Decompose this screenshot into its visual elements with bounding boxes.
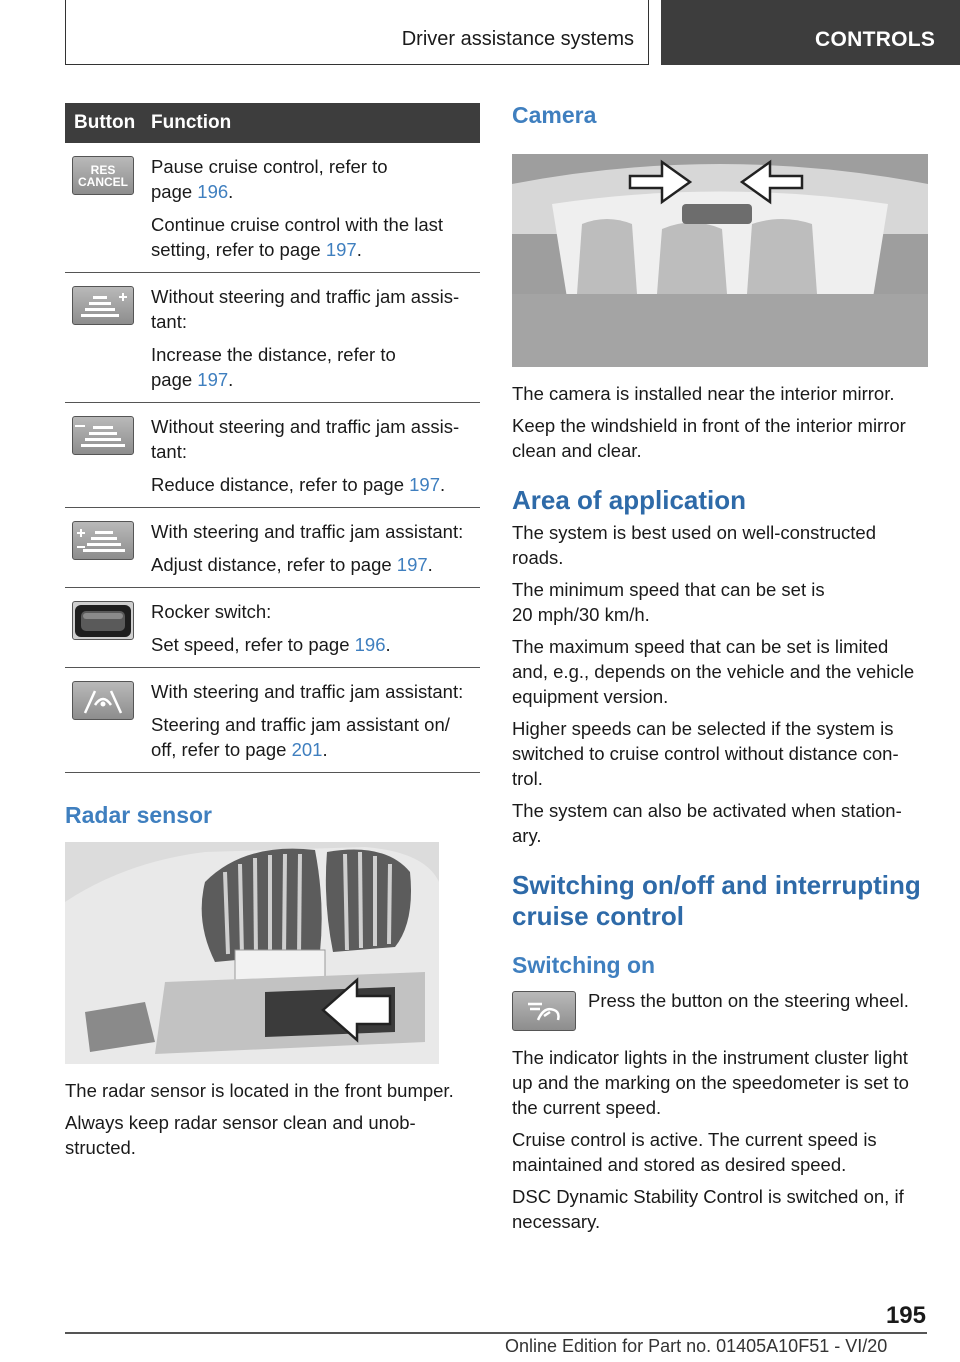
function-text: Without steering and traffic jam assis- tant:: [151, 416, 460, 462]
function-text: Set speed, refer to page 196.: [151, 634, 391, 655]
distance-adjust-icon: [72, 521, 134, 560]
table-row: [65, 508, 480, 588]
table-icon-cell: [65, 154, 151, 262]
left-column: [65, 103, 480, 1167]
camera-paragraph-1: The camera is installed near the interior mirror.: [512, 383, 895, 404]
area-paragraph-1: The system is best used on well-constructed roads.: [512, 522, 876, 568]
function-text: Steering and traffic jam assistant on/ off, refer to page 201.: [151, 714, 450, 760]
area-paragraph-3: The maximum speed that can be set is limited and, e.g., depends on the vehicle and the vehicle equipment version.: [512, 636, 915, 707]
table-icon-cell: [65, 284, 151, 392]
table-icon-cell: [65, 599, 151, 657]
section-title: Driver assistance systems: [401, 28, 634, 50]
table-row: [65, 273, 480, 403]
cruise-control-button-icon: [512, 991, 576, 1031]
press-button-text: Press the button on the steering wheel.: [588, 990, 909, 1011]
switching-heading: Switching on/off and interrupting cruise control: [512, 870, 921, 931]
camera-paragraph-2: Keep the windshield in front of the interior mirror clean and clear.: [512, 415, 906, 461]
press-button-row: [512, 988, 930, 1031]
switching-paragraph-2: Cruise control is active. The current speed is maintained and stored as desired speed.: [512, 1129, 877, 1175]
page-reference-link[interactable]: 201: [291, 739, 323, 760]
page-reference-link[interactable]: 197: [325, 239, 357, 260]
table-function-cell: [151, 414, 480, 497]
chapter-tab[interactable]: [661, 0, 960, 65]
switching-on-subheading: Switching on: [512, 952, 656, 978]
table-function-cell: [151, 519, 480, 577]
switching-paragraph-3: DSC Dynamic Stability Control is switched on, if necessary.: [512, 1186, 904, 1232]
camera-heading: Camera: [512, 102, 597, 128]
table-icon-cell: [65, 679, 151, 762]
button-icon-label: RES CANCEL: [78, 162, 128, 189]
table-row: [65, 143, 480, 273]
area-heading: Area of application: [512, 485, 747, 515]
radar-paragraph-1: The radar sensor is located in the front bumper.: [65, 1080, 454, 1101]
function-text: Rocker switch:: [151, 601, 272, 622]
radar-heading: Radar sensor: [65, 802, 213, 828]
table-function-cell: [151, 599, 480, 657]
function-text: Continue cruise control with the last setting, refer to page 197.: [151, 214, 444, 260]
steering-assistant-icon: [72, 681, 134, 720]
page-reference-link[interactable]: 197: [197, 369, 229, 390]
table-header: [65, 103, 480, 143]
page-reference-link[interactable]: 196: [197, 181, 229, 202]
chapter-tab-label: CONTROLS: [815, 28, 936, 51]
function-text: With steering and traffic jam assistant:: [151, 521, 464, 542]
table-function-cell: [151, 284, 480, 392]
header-section-box: [65, 0, 649, 65]
page-reference-link[interactable]: 196: [354, 634, 386, 655]
area-paragraph-5: The system can also be activated when station- ary.: [512, 800, 902, 846]
distance-decrease-icon: [72, 416, 134, 455]
table-row: [65, 668, 480, 773]
rocker-switch-icon: [72, 601, 134, 640]
table-function-cell: [151, 154, 480, 262]
radar-sensor-photo: [65, 842, 439, 1064]
page-reference-link[interactable]: 197: [396, 554, 428, 575]
camera-photo: [512, 154, 928, 367]
function-text: Without steering and traffic jam assis- tant:: [151, 286, 460, 332]
area-paragraph-4: Higher speeds can be selected if the system is switched to cruise control without distance con- trol.: [512, 718, 899, 789]
table-row: [65, 403, 480, 508]
page-number: 195: [885, 1302, 926, 1329]
table-icon-cell: [65, 519, 151, 577]
table-body: [65, 143, 480, 773]
function-text: Adjust distance, refer to page 197.: [151, 554, 433, 575]
table-row: [65, 588, 480, 668]
page-reference-link[interactable]: 197: [409, 474, 441, 495]
res-cancel-button-icon: [72, 156, 134, 195]
table-header-function: Function: [151, 112, 232, 133]
table-icon-cell: [65, 414, 151, 497]
table-header-button: Button: [74, 112, 136, 133]
footer-divider: [65, 1332, 927, 1334]
switching-paragraph-1: The indicator lights in the instrument cluster light up and the marking on the speedometer is set to the current speed.: [512, 1047, 909, 1118]
table-function-cell: [151, 679, 480, 762]
function-text: Increase the distance, refer to page 197.: [151, 344, 396, 390]
right-column: [512, 100, 930, 1241]
function-text: Reduce distance, refer to page 197.: [151, 474, 446, 495]
footer-edition[interactable]: Online Edition for Part no. 01405A10F51 - VI/20: [505, 1336, 888, 1356]
function-text: With steering and traffic jam assistant:: [151, 681, 464, 702]
radar-paragraph-2: Always keep radar sensor clean and unob- structed.: [65, 1112, 416, 1158]
distance-increase-icon: [72, 286, 134, 325]
area-paragraph-2: The minimum speed that can be set is 20 mph/30 km/h.: [512, 579, 825, 625]
function-text: Pause cruise control, refer to page 196.: [151, 156, 388, 202]
